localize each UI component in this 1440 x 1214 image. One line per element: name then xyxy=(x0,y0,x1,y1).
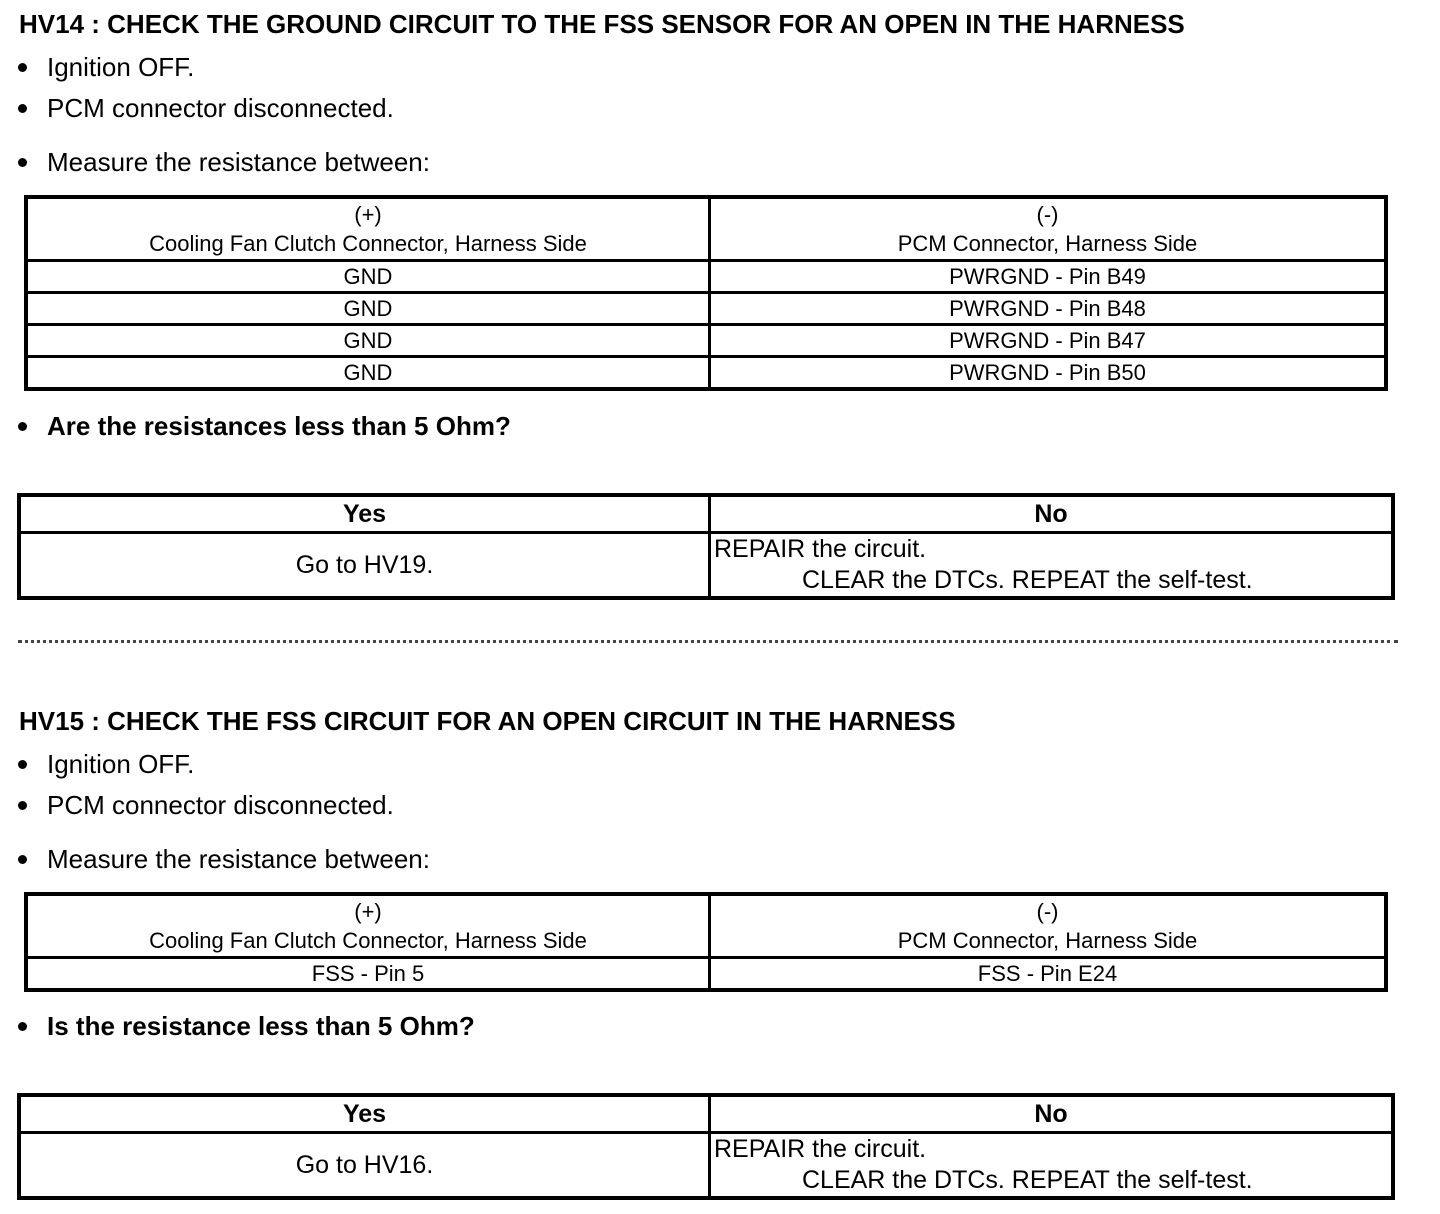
bullet-icon xyxy=(18,104,27,113)
plus-cell: GND xyxy=(26,261,710,293)
bullet-icon xyxy=(18,855,27,864)
bullet-item: PCM connector disconnected. xyxy=(18,790,394,820)
result-table xyxy=(17,1093,1395,1200)
section-title: HV15 : CHECK THE FSS CIRCUIT FOR AN OPEN CIRCUIT IN THE HARNESS xyxy=(19,706,956,736)
minus-header: (-) PCM Connector, Harness Side xyxy=(710,894,1387,958)
minus-cell: PWRGND - Pin B50 xyxy=(710,357,1387,390)
measurement-table xyxy=(24,195,1388,391)
minus-cell: FSS - Pin E24 xyxy=(710,958,1387,991)
bullet-icon xyxy=(18,1022,27,1031)
bullet-item: Measure the resistance between: xyxy=(18,147,430,177)
plus-cell: GND xyxy=(26,325,710,357)
result-table xyxy=(17,493,1395,600)
yes-action: Go to HV19. xyxy=(19,533,710,599)
no-header: No xyxy=(710,495,1394,533)
bullet-item: Measure the resistance between: xyxy=(18,844,430,874)
bullet-icon xyxy=(18,760,27,769)
yes-header: Yes xyxy=(19,495,710,533)
question: Are the resistances less than 5 Ohm? xyxy=(18,411,511,441)
section-title: HV14 : CHECK THE GROUND CIRCUIT TO THE FSS SENSOR FOR AN OPEN IN THE HARNESS xyxy=(19,9,1185,39)
question: Is the resistance less than 5 Ohm? xyxy=(18,1011,475,1041)
bullet-item: PCM connector disconnected. xyxy=(18,93,394,123)
minus-cell: PWRGND - Pin B48 xyxy=(710,293,1387,325)
table-row xyxy=(26,958,1386,991)
table-row xyxy=(26,261,1386,293)
table-row xyxy=(26,293,1386,325)
minus-cell: PWRGND - Pin B49 xyxy=(710,261,1387,293)
yes-action: Go to HV16. xyxy=(19,1133,710,1199)
bullet-item: Ignition OFF. xyxy=(18,52,194,82)
bullet-icon xyxy=(18,63,27,72)
bullet-icon xyxy=(18,801,27,810)
no-action: REPAIR the circuit. CLEAR the DTCs. REPEAT the self-test. xyxy=(710,1133,1394,1199)
minus-cell: PWRGND - Pin B47 xyxy=(710,325,1387,357)
bullet-icon xyxy=(18,422,27,431)
table-row xyxy=(26,325,1386,357)
bullet-icon xyxy=(18,158,27,167)
plus-header: (+) Cooling Fan Clutch Connector, Harness Side xyxy=(26,197,710,261)
bullet-item: Ignition OFF. xyxy=(18,749,194,779)
section-divider xyxy=(18,640,1398,643)
yes-header: Yes xyxy=(19,1095,710,1133)
plus-cell: GND xyxy=(26,357,710,390)
plus-cell: FSS - Pin 5 xyxy=(26,958,710,991)
plus-header: (+) Cooling Fan Clutch Connector, Harness Side xyxy=(26,894,710,958)
minus-header: (-) PCM Connector, Harness Side xyxy=(710,197,1387,261)
no-action: REPAIR the circuit. CLEAR the DTCs. REPEAT the self-test. xyxy=(710,533,1394,599)
measurement-table xyxy=(24,892,1388,992)
no-header: No xyxy=(710,1095,1394,1133)
table-row xyxy=(26,357,1386,390)
plus-cell: GND xyxy=(26,293,710,325)
